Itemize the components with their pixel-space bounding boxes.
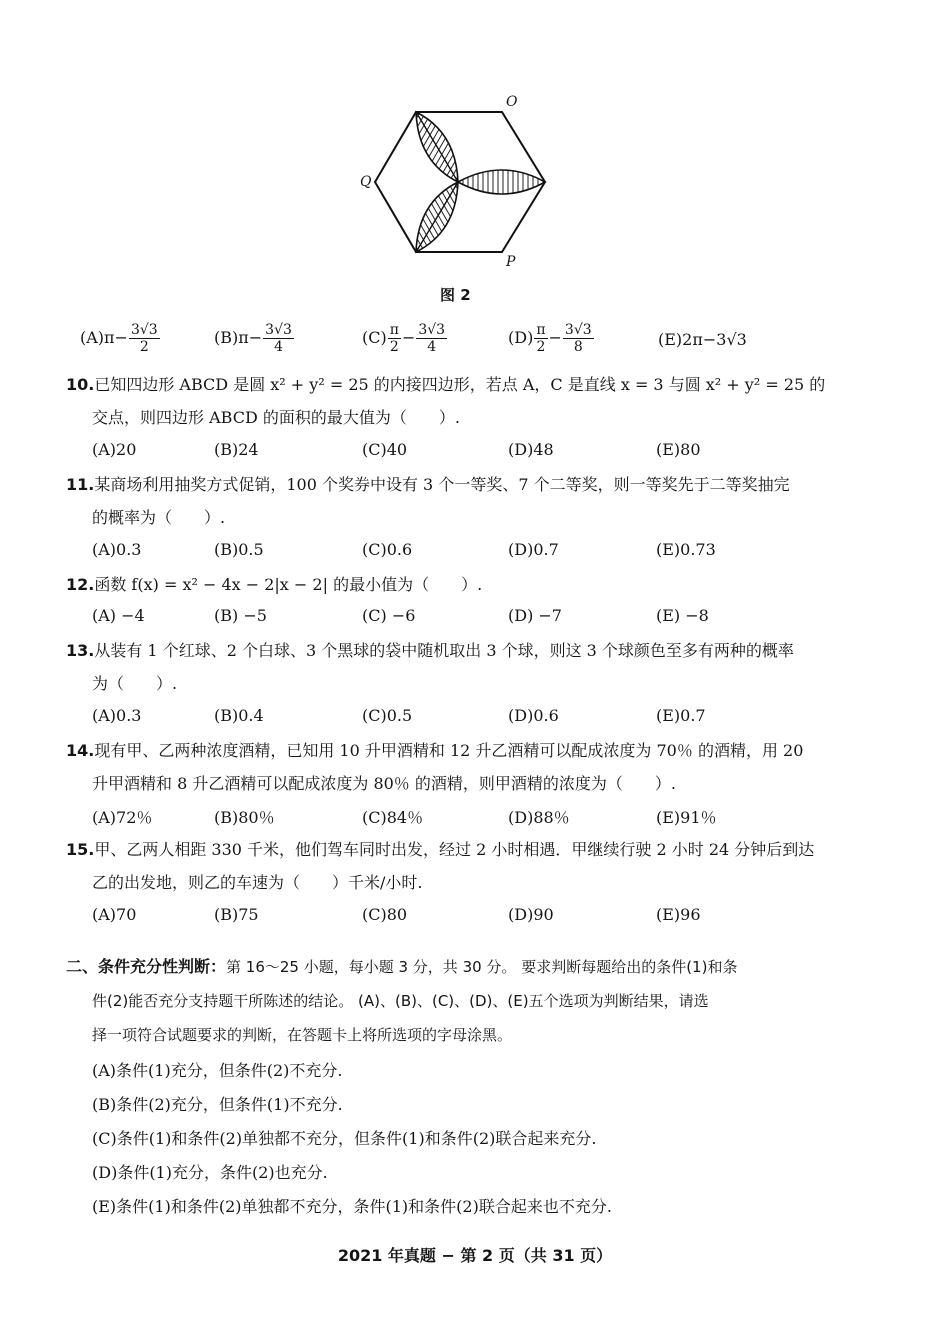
hexagon-figure xyxy=(352,88,552,270)
page-footer: 2021 年真题 − 第 2 页（共 31 页） xyxy=(337,1246,613,1265)
q9-option-c: (C) $\frac{\pi}{2}$ − $\frac{3√3}{4}$ xyxy=(362,322,446,355)
q12-option-d: (D) −7 xyxy=(508,606,562,625)
question-15 xyxy=(66,833,856,899)
q10-option-e: (E)80 xyxy=(656,440,701,459)
condition-e: (E)条件(1)和条件(2)单独都不充分，条件(1)和条件(2)联合起来也不充分. xyxy=(92,1197,612,1216)
section-2-line2: 件(2)能否充分支持题干所陈述的结论。 (A)、(B)、(C)、(D)、(E)五个选项为判断结果，请选 xyxy=(92,992,709,1010)
condition-a: (A)条件(1)充分，但条件(2)不充分. xyxy=(92,1061,343,1080)
condition-d: (D)条件(1)充分，条件(2)也充分. xyxy=(92,1163,328,1182)
q9-option-e: (E)2π−3√3 xyxy=(658,330,747,349)
section-2-line3: 择一项符合试题要求的判断，在答题卡上将所选项的字母涂黑。 xyxy=(92,1026,513,1044)
lens-right xyxy=(458,170,545,194)
q10-option-a: (A)20 xyxy=(92,440,137,459)
q15-option-d: (D)90 xyxy=(508,905,554,924)
q14-option-d: (D)88％ xyxy=(508,808,570,827)
q13-line2: 为（ ）. xyxy=(92,674,178,693)
q15-option-a: (A)70 xyxy=(92,905,137,924)
q11-option-c: (C)0.6 xyxy=(362,540,413,559)
q11-option-b: (B)0.5 xyxy=(214,540,264,559)
q12-option-c: (C) −6 xyxy=(362,606,416,625)
q10-options xyxy=(92,440,852,470)
q13-options xyxy=(92,706,852,736)
question-10 xyxy=(66,368,856,434)
q15-line2: 乙的出发地，则乙的车速为（ ）千米/小时. xyxy=(92,873,423,892)
q11-options xyxy=(92,540,852,570)
q14-line2: 升甲酒精和 8 升乙酒精可以配成浓度为 80％ 的酒精，则甲酒精的浓度为（ ）. xyxy=(92,774,676,793)
section-2-line1: 第 16～25 小题，每小题 3 分，共 30 分。 要求判断每题给出的条件(1)和条 xyxy=(226,958,738,976)
q13-number: 13. xyxy=(66,641,95,660)
q11-line1: 某商场利用抽奖方式促销，100 个奖券中设有 3 个一等奖、7 个二等奖，则一等奖先于二等奖抽完 xyxy=(94,475,790,494)
question-11 xyxy=(66,468,856,534)
q15-option-b: (B)75 xyxy=(214,905,259,924)
q11-number: 11. xyxy=(66,475,95,494)
question-13 xyxy=(66,634,856,700)
q11-option-a: (A)0.3 xyxy=(92,540,142,559)
question-12 xyxy=(66,568,856,601)
q12-option-b: (B) −5 xyxy=(214,606,267,625)
q11-option-e: (E)0.73 xyxy=(656,540,716,559)
q10-line1: 已知四边形 ABCD 是圆 x² + y² = 25 的内接四边形，若点 A，C 是直线 x = 3 与圆 x² + y² = 25 的 xyxy=(94,375,826,394)
q11-line2: 的概率为（ ）. xyxy=(92,508,226,527)
q10-option-c: (C)40 xyxy=(362,440,408,459)
q14-option-a: (A)72％ xyxy=(92,808,153,827)
q12-option-e: (E) −8 xyxy=(656,606,709,625)
label-q: Q xyxy=(360,174,372,190)
q14-option-b: (B)80％ xyxy=(214,808,275,827)
q11-option-d: (D)0.7 xyxy=(508,540,559,559)
q13-option-c: (C)0.5 xyxy=(362,706,413,725)
condition-b: (B)条件(2)充分，但条件(1)不充分. xyxy=(92,1095,343,1114)
q10-line2: 交点，则四边形 ABCD 的面积的最大值为（ ）. xyxy=(92,408,460,427)
q9-option-d: (D) $\frac{\pi}{2}$ − $\frac{3√3}{8}$ xyxy=(508,322,592,355)
q15-option-c: (C)80 xyxy=(362,905,408,924)
q9-option-b: (B)π− $\frac{3√3}{4}$ xyxy=(214,322,292,355)
q15-option-e: (E)96 xyxy=(656,905,701,924)
label-p: P xyxy=(506,254,516,270)
q14-option-e: (E)91％ xyxy=(656,808,717,827)
q9-options xyxy=(80,322,840,362)
section-2-heading: 二、条件充分性判断： xyxy=(66,957,227,976)
q15-number: 15. xyxy=(66,840,95,859)
q13-option-e: (E)0.7 xyxy=(656,706,706,725)
q12-number: 12. xyxy=(66,575,95,594)
q14-line1: 现有甲、乙两种浓度酒精，已知用 10 升甲酒精和 12 升乙酒精可以配成浓度为 70％ 的酒精，用 20 xyxy=(94,741,804,760)
q9-option-a: (A)π− $\frac{3√3}{2}$ xyxy=(80,322,158,355)
condition-c: (C)条件(1)和条件(2)单独都不充分，但条件(1)和条件(2)联合起来充分. xyxy=(92,1129,597,1148)
q10-number: 10. xyxy=(66,375,95,394)
q10-option-b: (B)24 xyxy=(214,440,259,459)
q13-line1: 从装有 1 个红球、2 个白球、3 个黑球的袋中随机取出 3 个球，则这 3 个球颜色至多有两种的概率 xyxy=(94,641,794,660)
q14-options xyxy=(92,805,852,835)
q12-options xyxy=(92,606,852,636)
q15-line1: 甲、乙两人相距 330 千米，他们驾车同时出发，经过 2 小时相遇．甲继续行驶 2 小时 24 分钟后到达 xyxy=(94,840,815,859)
q14-option-c: (C)84％ xyxy=(362,808,424,827)
section-2-intro xyxy=(66,950,856,1052)
q13-option-d: (D)0.6 xyxy=(508,706,559,725)
label-o: O xyxy=(506,94,518,110)
question-14 xyxy=(66,734,856,800)
q12-line1: 函数 f(x) = x² − 4x − 2|x − 2| 的最小值为（ ）. xyxy=(94,575,483,594)
q13-option-a: (A)0.3 xyxy=(92,706,142,725)
figure-caption: 图 2 xyxy=(440,286,471,304)
q13-option-b: (B)0.4 xyxy=(214,706,264,725)
q10-option-d: (D)48 xyxy=(508,440,554,459)
q15-options xyxy=(92,905,852,935)
q12-option-a: (A) −4 xyxy=(92,606,145,625)
q14-number: 14. xyxy=(66,741,95,760)
